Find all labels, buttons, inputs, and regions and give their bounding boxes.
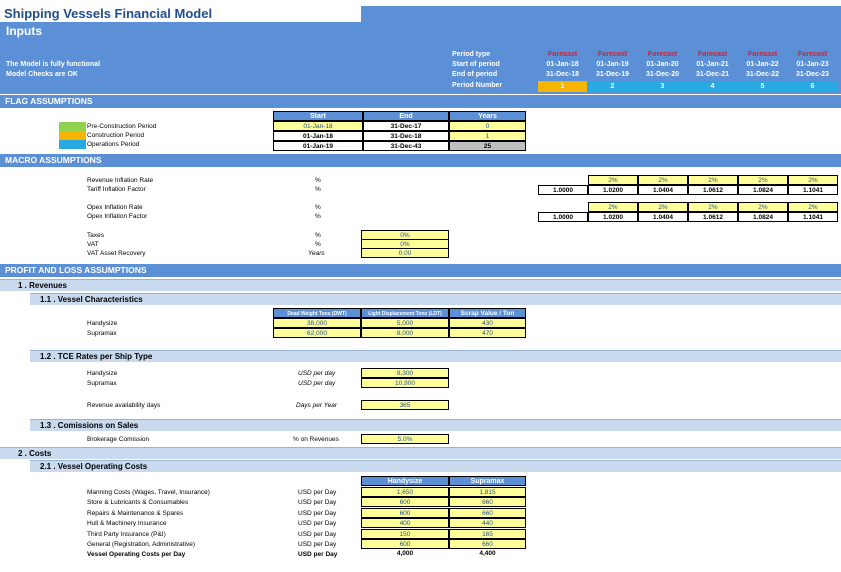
opex-row-unit: USD per Day xyxy=(298,541,337,548)
opex-rate-2[interactable]: 2% xyxy=(588,202,638,212)
opex-factor-5: 1.0824 xyxy=(738,212,788,222)
opex-factor-label: Opex Inflation Factor xyxy=(87,213,148,220)
operations-years: 25 xyxy=(449,141,526,151)
vessel-supramax-label: Supramax xyxy=(87,330,117,337)
period-type-5: Forecast xyxy=(747,51,778,58)
opex-rate-4[interactable]: 2% xyxy=(688,202,738,212)
supramax-scrap[interactable]: 470 xyxy=(449,328,526,338)
period-type-label: Period type xyxy=(452,51,491,58)
period-end-2: 31-Dec-19 xyxy=(595,71,630,78)
revenue-factor-2: 1.0200 xyxy=(588,185,638,195)
period-type-4: Forecast xyxy=(697,51,728,58)
opex-factor-3: 1.0404 xyxy=(638,212,688,222)
vat-recovery-input[interactable]: 0.00 xyxy=(361,248,449,258)
period-end-label: End of period xyxy=(452,71,498,78)
opex-value-supramax[interactable]: 1,815 xyxy=(449,487,526,497)
period-start-6: 01-Jan-23 xyxy=(796,61,829,68)
period-number-4: 4 xyxy=(688,81,737,92)
construction-end: 31-Dec-18 xyxy=(363,131,449,141)
construction-start: 01-Jan-18 xyxy=(273,131,363,141)
opex-row-label: Repairs & Maintenance & Spares xyxy=(87,509,184,517)
model-title: Shipping Vessels Financial Model xyxy=(4,6,213,21)
opex-rate-3[interactable]: 2% xyxy=(638,202,688,212)
opex-factor-1: 1.0000 xyxy=(538,212,588,222)
taxes-unit: % xyxy=(315,232,321,239)
availability-label: Revenue availability days xyxy=(87,402,161,409)
tce-supramax-label: Supramax xyxy=(87,380,117,387)
opex-row-unit: USD per Day xyxy=(298,530,337,538)
revenue-rate-2[interactable]: 2% xyxy=(588,175,638,185)
opex-factor-unit: % xyxy=(315,213,321,220)
vat-unit: % xyxy=(315,241,321,248)
opex-rate-5[interactable]: 2% xyxy=(738,202,788,212)
opex-factor-6: 1.1041 xyxy=(788,212,838,222)
period-number-2: 2 xyxy=(588,81,637,92)
vat-input[interactable]: 0% xyxy=(361,239,449,249)
flag-label-preconstruction: Pre-Construction Period xyxy=(87,123,157,130)
opex-value-handysize[interactable]: 400 xyxy=(361,518,449,528)
col-dwt: Dead Weight Tons (DWT) xyxy=(273,308,361,318)
sheet-title: Inputs xyxy=(6,24,42,38)
status-functional: The Model is fully functional xyxy=(6,61,101,68)
col-ldt: Light Displacement Tons (LDT) xyxy=(361,308,449,318)
brokerage-label: Brokerage Comission xyxy=(87,436,150,443)
period-number-3: 3 xyxy=(638,81,687,92)
section-flag: FLAG ASSUMPTIONS xyxy=(0,95,841,108)
vat-label: VAT xyxy=(87,241,99,248)
revenue-factor-4: 1.0612 xyxy=(688,185,738,195)
col-supramax: Supramax xyxy=(449,476,526,486)
opex-total-label: Vessel Operating Costs per Day xyxy=(87,551,186,559)
opex-row-unit: USD per Day xyxy=(298,509,337,517)
costs-header: 2 . Costs xyxy=(0,447,841,459)
flag-col-end: End xyxy=(363,111,449,121)
opex-factor-2: 1.0200 xyxy=(588,212,638,222)
opex-value-handysize[interactable]: 1,650 xyxy=(361,487,449,497)
tce-handysize-unit: USD per day xyxy=(298,370,336,377)
period-start-4: 01-Jan-21 xyxy=(696,61,729,68)
col-handysize: Handysize xyxy=(361,476,449,486)
col-scrap: Scrap Value / Ton xyxy=(449,308,526,318)
tce-supramax-unit: USD per day xyxy=(298,380,336,387)
preconstruction-start[interactable]: 01-Jan-18 xyxy=(273,121,363,131)
opex-inflation-label: Opex Inflation Rate xyxy=(87,204,143,211)
supramax-dwt[interactable]: 62,000 xyxy=(273,328,361,338)
tce-header: 1.2 . TCE Rates per Ship Type xyxy=(30,350,841,362)
revenue-inflation-unit: % xyxy=(315,177,321,184)
preconstruction-end: 31-Dec-17 xyxy=(363,121,449,131)
section-macro: MACRO ASSUMPTIONS xyxy=(0,154,841,167)
section-pl: PROFIT AND LOSS ASSUMPTIONS xyxy=(0,264,841,277)
construction-years[interactable]: 1 xyxy=(449,131,526,141)
revenue-rate-4[interactable]: 2% xyxy=(688,175,738,185)
revenue-factor-3: 1.0404 xyxy=(638,185,688,195)
period-end-3: 31-Dec-20 xyxy=(645,71,680,78)
construction-swatch xyxy=(59,131,86,140)
opex-value-handysize[interactable]: 600 xyxy=(361,539,449,549)
opex-row-label: Hull & Machinery Insurance xyxy=(87,520,167,528)
tce-handysize-label: Handysize xyxy=(87,370,118,377)
opex-total-supramax: 4,400 xyxy=(449,549,526,559)
flag-label-construction: Construction Period xyxy=(87,132,145,139)
opex-value-supramax[interactable]: 440 xyxy=(449,518,526,528)
handysize-dwt[interactable]: 38,000 xyxy=(273,318,361,328)
revenue-inflation-label: Revenue Inflation Rate xyxy=(87,177,154,184)
availability-input[interactable]: 365 xyxy=(361,400,449,410)
opex-row-unit: USD per Day xyxy=(298,499,337,507)
opex-rate-6[interactable]: 2% xyxy=(788,202,838,212)
handysize-ldt[interactable]: 5,000 xyxy=(361,318,449,328)
period-end-4: 31-Dec-21 xyxy=(695,71,730,78)
tariff-factor-label: Tariff Inflation Factor xyxy=(87,186,146,193)
period-type-2: Forecast xyxy=(597,51,628,58)
period-end-1: 31-Dec-18 xyxy=(545,71,580,78)
opex-inflation-unit: % xyxy=(315,204,321,211)
period-number-1: 1 xyxy=(538,81,587,92)
opex-value-supramax[interactable]: 165 xyxy=(449,529,526,539)
period-type-3: Forecast xyxy=(647,51,678,58)
opex-row-unit: USD per Day xyxy=(298,489,337,496)
opex-value-supramax[interactable]: 660 xyxy=(449,539,526,549)
tce-supramax-input[interactable]: 10,900 xyxy=(361,378,449,388)
revenues-header: 1 . Revenues xyxy=(0,279,841,291)
header-band-top xyxy=(361,6,841,22)
period-type-1: Forecast xyxy=(547,51,578,58)
commissions-header: 1.3 . Comissions on Sales xyxy=(30,419,841,431)
revenue-factor-6: 1.1041 xyxy=(788,185,838,195)
vat-recovery-unit: Years xyxy=(308,250,325,257)
period-number-label: Period Number xyxy=(452,82,503,89)
taxes-input[interactable]: 0% xyxy=(361,230,449,240)
period-type-6: Forecast xyxy=(797,51,828,58)
period-start-5: 01-Jan-22 xyxy=(746,61,779,68)
period-start-1: 01-Jan-18 xyxy=(546,61,579,68)
opex-row-label: Store & Lubricants & Consumables xyxy=(87,499,189,507)
vat-recovery-label: VAT Asset Recovery xyxy=(87,250,146,257)
opex-total-unit: USD per Day xyxy=(298,551,338,559)
brokerage-input[interactable]: 5.0% xyxy=(361,434,449,444)
preconstruction-years[interactable]: 0 xyxy=(449,121,526,131)
revenue-factor-1: 1.0000 xyxy=(538,185,588,195)
opex-value-supramax[interactable]: 660 xyxy=(449,497,526,507)
opex-value-handysize[interactable]: 600 xyxy=(361,497,449,507)
revenue-rate-5[interactable]: 2% xyxy=(738,175,788,185)
flag-col-start: Start xyxy=(273,111,363,121)
tariff-factor-unit: % xyxy=(315,186,321,193)
taxes-label: Taxes xyxy=(87,232,104,239)
period-start-2: 01-Jan-19 xyxy=(596,61,629,68)
preconstruction-swatch xyxy=(59,122,86,131)
operations-end: 31-Dec-43 xyxy=(363,141,449,151)
opex-total-handysize: 4,000 xyxy=(361,549,449,559)
revenue-rate-6[interactable]: 2% xyxy=(788,175,838,185)
opex-row-label: General (Registration, Administrative) xyxy=(87,541,196,548)
opex-row-label: Third Party Insurance (P&I) xyxy=(87,530,166,538)
status-checks: Model Checks are OK xyxy=(6,71,78,78)
period-end-6: 31-Dec-23 xyxy=(795,71,830,78)
opex-row-label: Manning Costs (Wages, Travel, Insurance) xyxy=(87,489,210,496)
opex-factor-4: 1.0612 xyxy=(688,212,738,222)
vessel-handysize-label: Handysize xyxy=(87,320,118,327)
tce-handysize-input[interactable]: 8,300 xyxy=(361,368,449,378)
operations-swatch xyxy=(59,140,86,149)
flag-label-operations: Operations Period xyxy=(87,141,140,148)
period-start-label: Start of period xyxy=(452,61,500,68)
vessel-opex-header: 2.1 . Vessel Operating Costs xyxy=(30,460,841,472)
flag-col-years: Years xyxy=(449,111,526,121)
period-number-6: 6 xyxy=(788,81,837,92)
brokerage-unit: % on Revenues xyxy=(293,436,339,443)
opex-value-supramax[interactable]: 660 xyxy=(449,508,526,518)
revenue-factor-5: 1.0824 xyxy=(738,185,788,195)
opex-row-unit: USD per Day xyxy=(298,520,337,528)
supramax-ldt[interactable]: 8,000 xyxy=(361,328,449,338)
period-start-3: 01-Jan-20 xyxy=(646,61,679,68)
period-end-5: 31-Dec-22 xyxy=(745,71,780,78)
opex-value-handysize[interactable]: 600 xyxy=(361,508,449,518)
period-number-5: 5 xyxy=(738,81,787,92)
vessel-characteristics-header: 1.1 . Vessel Characteristics xyxy=(30,293,841,305)
availability-unit: Days per Year xyxy=(296,402,338,409)
handysize-scrap[interactable]: 430 xyxy=(449,318,526,328)
revenue-rate-3[interactable]: 2% xyxy=(638,175,688,185)
operations-start: 01-Jan-19 xyxy=(273,141,363,151)
opex-value-handysize[interactable]: 150 xyxy=(361,529,449,539)
